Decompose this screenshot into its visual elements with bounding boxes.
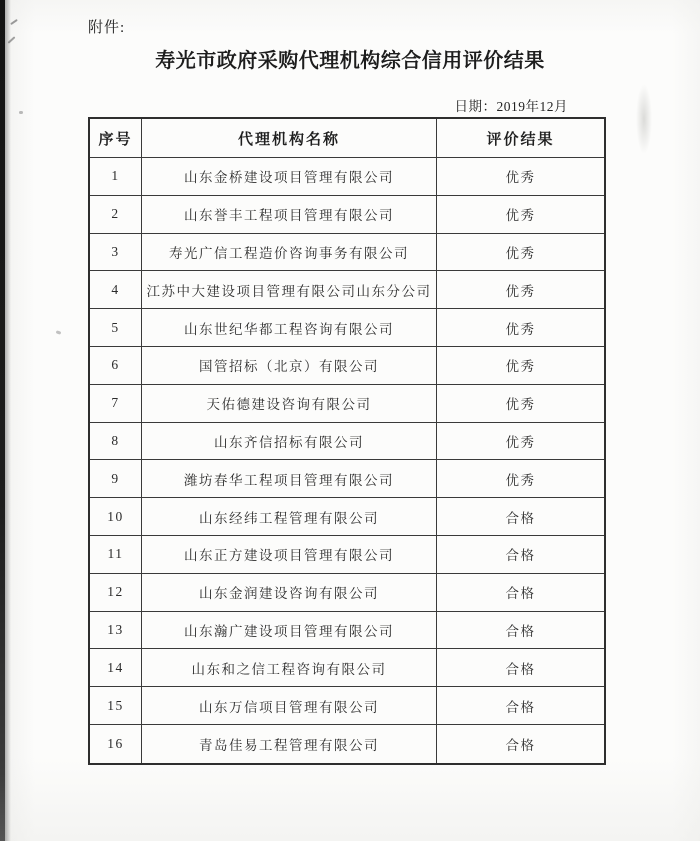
date-label: 日期：2019年12月: [454, 99, 568, 114]
scan-smudge: [636, 84, 652, 154]
cell-evaluation-result: 合格: [437, 536, 604, 574]
cell-serial-number: 15: [90, 687, 142, 725]
table-row: [90, 687, 604, 725]
scan-speck: [56, 330, 62, 335]
table-row: [90, 725, 604, 763]
cell-evaluation-result: 优秀: [437, 196, 604, 234]
cell-agency-name: 天佑德建设咨询有限公司: [142, 385, 437, 423]
table-row: [90, 196, 604, 234]
cell-evaluation-result: 优秀: [437, 385, 604, 423]
table-row: [90, 536, 604, 574]
cell-evaluation-result: 优秀: [437, 234, 604, 272]
table-header-row: [90, 119, 604, 158]
cell-evaluation-result: 优秀: [437, 158, 604, 196]
header-cell-result: 评价结果: [437, 119, 604, 158]
cell-serial-number: 14: [90, 649, 142, 687]
cell-evaluation-result: 合格: [437, 498, 604, 536]
cell-serial-number: 3: [90, 234, 142, 272]
cell-serial-number: 4: [90, 271, 142, 309]
cell-agency-name: 江苏中大建设项目管理有限公司山东分公司: [142, 271, 437, 309]
cell-serial-number: 10: [90, 498, 142, 536]
cell-evaluation-result: 优秀: [437, 271, 604, 309]
cell-agency-name: 山东世纪华都工程咨询有限公司: [142, 309, 437, 347]
cell-evaluation-result: 合格: [437, 612, 604, 650]
cell-serial-number: 11: [90, 536, 142, 574]
table-row: [90, 460, 604, 498]
table-row: [90, 612, 604, 650]
cell-evaluation-result: 优秀: [437, 460, 604, 498]
table-row: [90, 423, 604, 461]
table-row: [90, 271, 604, 309]
cell-agency-name: 山东誉丰工程项目管理有限公司: [142, 196, 437, 234]
cell-agency-name: 山东万信项目管理有限公司: [142, 687, 437, 725]
table-row: [90, 385, 604, 423]
cell-agency-name: 山东金桥建设项目管理有限公司: [142, 158, 437, 196]
cell-agency-name: 山东经纬工程管理有限公司: [142, 498, 437, 536]
cell-serial-number: 6: [90, 347, 142, 385]
cell-agency-name: 山东瀚广建设项目管理有限公司: [142, 612, 437, 650]
table-row: [90, 649, 604, 687]
scan-edge-shadow: [5, 0, 11, 841]
cell-agency-name: 潍坊春华工程项目管理有限公司: [142, 460, 437, 498]
table-row: [90, 574, 604, 612]
cell-serial-number: 1: [90, 158, 142, 196]
attachment-label: 附件:: [88, 20, 126, 36]
scan-speck: [10, 19, 18, 25]
cell-agency-name: 青岛佳易工程管理有限公司: [142, 725, 437, 763]
cell-evaluation-result: 优秀: [437, 423, 604, 461]
page-title: 寿光市政府采购代理机构综合信用评价结果: [155, 50, 545, 72]
table-row: [90, 347, 604, 385]
table-row: [90, 234, 604, 272]
cell-agency-name: 山东正方建设项目管理有限公司: [142, 536, 437, 574]
header-cell-serial: 序号: [90, 119, 142, 158]
cell-agency-name: 山东金润建设咨询有限公司: [142, 574, 437, 612]
cell-evaluation-result: 合格: [437, 574, 604, 612]
cell-evaluation-result: 合格: [437, 687, 604, 725]
cell-serial-number: 2: [90, 196, 142, 234]
cell-agency-name: 山东和之信工程咨询有限公司: [142, 649, 437, 687]
cell-evaluation-result: 优秀: [437, 309, 604, 347]
table-body: [90, 158, 604, 763]
cell-evaluation-result: 优秀: [437, 347, 604, 385]
cell-serial-number: 8: [90, 423, 142, 461]
table-row: [90, 158, 604, 196]
table-row: [90, 498, 604, 536]
cell-serial-number: 12: [90, 574, 142, 612]
cell-agency-name: 国管招标（北京）有限公司: [142, 347, 437, 385]
cell-serial-number: 9: [90, 460, 142, 498]
scan-speck: [19, 111, 23, 114]
cell-agency-name: 山东齐信招标有限公司: [142, 423, 437, 461]
cell-serial-number: 7: [90, 385, 142, 423]
cell-serial-number: 16: [90, 725, 142, 763]
cell-agency-name: 寿光广信工程造价咨询事务有限公司: [142, 234, 437, 272]
cell-serial-number: 5: [90, 309, 142, 347]
results-table: [88, 117, 606, 765]
header-cell-agency-name: 代理机构名称: [142, 119, 437, 158]
table-row: [90, 309, 604, 347]
cell-evaluation-result: 合格: [437, 649, 604, 687]
cell-evaluation-result: 合格: [505, 737, 536, 753]
cell-serial-number: 13: [90, 612, 142, 650]
